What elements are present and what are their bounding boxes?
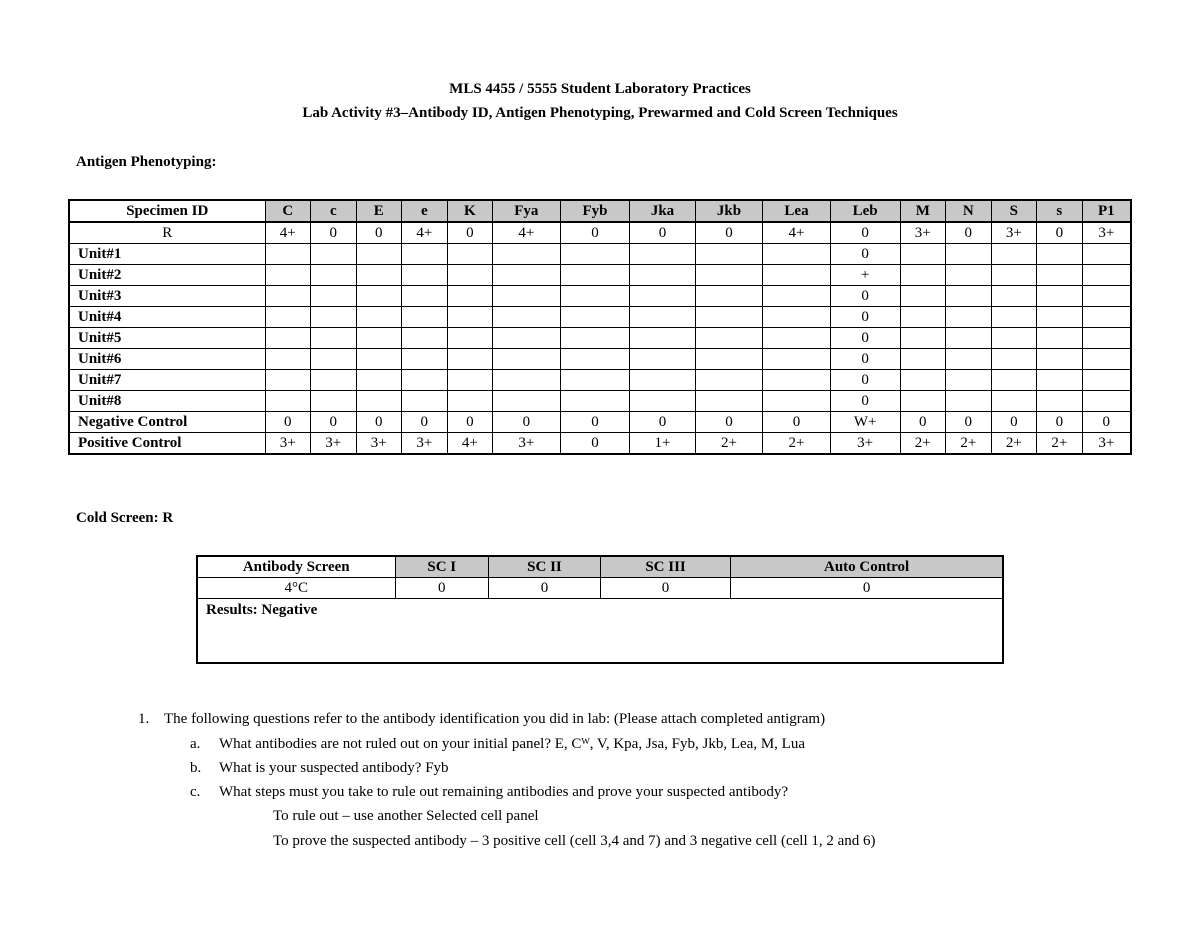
table-cell <box>265 286 311 307</box>
row-label: Unit#3 <box>69 286 265 307</box>
table-cell: 0 <box>560 433 630 455</box>
table-row <box>69 328 1131 349</box>
table-cell: 0 <box>830 286 900 307</box>
table-row <box>69 307 1131 328</box>
column-header-antigen: Lea <box>763 200 831 222</box>
table-cell <box>763 349 831 370</box>
results-cell: Results: Negative <box>197 599 1003 664</box>
row-label: 4°C <box>197 578 395 599</box>
table-cell: 3+ <box>311 433 357 455</box>
table-cell <box>493 286 561 307</box>
table-cell: 0 <box>630 412 695 433</box>
table-cell: 0 <box>991 412 1037 433</box>
table-cell: 2+ <box>1037 433 1083 455</box>
table-cell <box>402 307 448 328</box>
table-cell: 0 <box>1037 412 1083 433</box>
table-cell: 0 <box>311 412 357 433</box>
table-cell: 3+ <box>900 222 946 244</box>
table-cell: 0 <box>630 222 695 244</box>
table-cell: 0 <box>600 578 730 599</box>
table-cell <box>447 265 493 286</box>
column-header-antigen: e <box>402 200 448 222</box>
table-cell <box>763 286 831 307</box>
table-cell <box>560 307 630 328</box>
table-cell <box>356 286 402 307</box>
table-row <box>69 222 1131 244</box>
question-a-text: What antibodies are not ruled out on your initial panel? E, Cᵂ, V, Kpa, Jsa, Fyb, Jkb, Lea, M, Lua <box>219 736 805 752</box>
table-cell <box>763 328 831 349</box>
antigen-phenotyping-table <box>68 199 1132 455</box>
table-cell <box>630 370 695 391</box>
table-cell <box>695 244 763 265</box>
table-cell <box>946 370 992 391</box>
table-cell <box>311 286 357 307</box>
row-label: Unit#7 <box>69 370 265 391</box>
table-cell <box>695 265 763 286</box>
column-header-antigen: Jka <box>630 200 695 222</box>
table-cell <box>447 370 493 391</box>
table-cell: 2+ <box>991 433 1037 455</box>
column-header-antigen: N <box>946 200 992 222</box>
table-cell <box>311 265 357 286</box>
column-header: SC III <box>600 556 730 578</box>
table-cell <box>402 328 448 349</box>
table-cell: 0 <box>830 349 900 370</box>
table-cell: 0 <box>830 244 900 265</box>
table-cell <box>447 307 493 328</box>
question-letter-a: a. <box>190 736 201 752</box>
table-cell <box>695 307 763 328</box>
table-header-row <box>69 200 1131 222</box>
table-cell <box>1082 391 1131 412</box>
column-header-antigen: C <box>265 200 311 222</box>
table-cell <box>630 328 695 349</box>
table-cell <box>1037 265 1083 286</box>
table-cell: + <box>830 265 900 286</box>
column-header-antigen: K <box>447 200 493 222</box>
table-cell <box>560 244 630 265</box>
table-cell <box>356 391 402 412</box>
answer-c-line-2: To prove the suspected antibody – 3 positive cell (cell 3,4 and 7) and 3 negative cell (cell 1, 2 and 6) <box>273 833 876 849</box>
table-cell <box>1082 307 1131 328</box>
table-cell <box>493 391 561 412</box>
column-header-specimen-id: Specimen ID <box>69 200 265 222</box>
table-cell: 3+ <box>1082 222 1131 244</box>
column-header-antigen: Leb <box>830 200 900 222</box>
table-cell <box>991 265 1037 286</box>
table-cell <box>630 286 695 307</box>
table-cell <box>900 265 946 286</box>
table-cell: 0 <box>493 412 561 433</box>
table-cell: 0 <box>830 391 900 412</box>
table-cell <box>695 391 763 412</box>
table-cell: 0 <box>447 412 493 433</box>
table-cell <box>447 349 493 370</box>
table-cell <box>991 370 1037 391</box>
table-cell: 0 <box>900 412 946 433</box>
table-cell <box>1082 244 1131 265</box>
column-header: Auto Control <box>731 556 1003 578</box>
table-row <box>69 391 1131 412</box>
table-cell <box>630 244 695 265</box>
table-cell <box>991 349 1037 370</box>
table-cell: 0 <box>763 412 831 433</box>
table-cell: 0 <box>830 328 900 349</box>
table-cell <box>493 265 561 286</box>
column-header-antigen: Jkb <box>695 200 763 222</box>
table-cell <box>560 391 630 412</box>
table-cell <box>630 391 695 412</box>
table-cell: 0 <box>489 578 601 599</box>
table-cell <box>946 307 992 328</box>
table-row <box>197 578 1003 599</box>
table-cell: 4+ <box>265 222 311 244</box>
row-label: Negative Control <box>69 412 265 433</box>
table-cell <box>356 328 402 349</box>
column-header-antigen: S <box>991 200 1037 222</box>
table-cell: 3+ <box>991 222 1037 244</box>
table-cell <box>311 328 357 349</box>
table-cell <box>560 370 630 391</box>
column-header-antigen: E <box>356 200 402 222</box>
table-cell <box>946 391 992 412</box>
table-cell: 3+ <box>830 433 900 455</box>
table-cell: 0 <box>447 222 493 244</box>
table-cell <box>560 265 630 286</box>
column-header-antigen: P1 <box>1082 200 1131 222</box>
table-cell <box>1082 265 1131 286</box>
table-cell <box>447 328 493 349</box>
table-cell <box>763 370 831 391</box>
table-cell: 0 <box>395 578 489 599</box>
row-label: R <box>69 222 265 244</box>
table-cell: 3+ <box>402 433 448 455</box>
table-cell <box>1082 286 1131 307</box>
question-letter-b: b. <box>190 760 202 776</box>
table-cell: 4+ <box>763 222 831 244</box>
table-cell: 0 <box>265 412 311 433</box>
table-cell <box>311 244 357 265</box>
table-cell <box>1037 307 1083 328</box>
question-c-text: What steps must you take to rule out remaining antibodies and prove your suspected antibody? <box>219 784 789 800</box>
table-cell <box>695 349 763 370</box>
table-cell <box>695 286 763 307</box>
table-cell <box>311 349 357 370</box>
table-cell <box>900 328 946 349</box>
row-label: Unit#6 <box>69 349 265 370</box>
table-cell <box>356 265 402 286</box>
column-header-antigen: Fya <box>493 200 561 222</box>
table-cell <box>1037 370 1083 391</box>
table-cell <box>265 307 311 328</box>
column-header-antigen: c <box>311 200 357 222</box>
table-cell: 1+ <box>630 433 695 455</box>
table-cell <box>946 328 992 349</box>
table-cell: 0 <box>731 578 1003 599</box>
table-row <box>69 244 1131 265</box>
question-letter-c: c. <box>190 784 201 800</box>
table-cell <box>763 244 831 265</box>
table-cell: 0 <box>695 222 763 244</box>
table-cell <box>356 307 402 328</box>
table-cell <box>763 265 831 286</box>
table-cell <box>265 391 311 412</box>
table-cell <box>763 307 831 328</box>
table-cell: 4+ <box>402 222 448 244</box>
table-cell <box>900 349 946 370</box>
table-cell <box>946 286 992 307</box>
table-cell: 0 <box>356 412 402 433</box>
table-row <box>69 349 1131 370</box>
question-1-text: The following questions refer to the antibody identification you did in lab: (Please attach completed antigram) <box>164 711 826 727</box>
table-cell <box>265 370 311 391</box>
table-cell <box>402 244 448 265</box>
table-cell <box>630 349 695 370</box>
table-cell: 0 <box>356 222 402 244</box>
phenotyping-section-label: Antigen Phenotyping: <box>76 154 217 170</box>
row-label: Unit#8 <box>69 391 265 412</box>
table-header-row <box>197 556 1003 578</box>
table-cell <box>560 349 630 370</box>
question-b-text: What is your suspected antibody? Fyb <box>219 760 449 776</box>
table-cell <box>356 244 402 265</box>
table-cell <box>946 244 992 265</box>
table-cell <box>991 244 1037 265</box>
table-cell <box>1037 286 1083 307</box>
document-title: MLS 4455 / 5555 Student Laboratory Practices <box>449 81 751 97</box>
table-cell: 0 <box>560 222 630 244</box>
table-cell <box>402 349 448 370</box>
table-cell: 0 <box>695 412 763 433</box>
question-number: 1. <box>138 711 150 727</box>
table-cell <box>447 286 493 307</box>
table-cell <box>493 328 561 349</box>
table-cell <box>356 349 402 370</box>
table-cell <box>991 286 1037 307</box>
table-cell <box>493 244 561 265</box>
table-cell: 3+ <box>493 433 561 455</box>
table-cell <box>900 307 946 328</box>
row-label: Positive Control <box>69 433 265 455</box>
table-cell <box>311 391 357 412</box>
column-header: SC I <box>395 556 489 578</box>
table-cell <box>1082 370 1131 391</box>
table-cell <box>265 328 311 349</box>
table-cell <box>265 349 311 370</box>
table-cell <box>991 391 1037 412</box>
table-cell <box>946 349 992 370</box>
table-cell <box>1082 349 1131 370</box>
table-cell <box>763 391 831 412</box>
table-cell: 0 <box>830 222 900 244</box>
table-cell <box>946 265 992 286</box>
table-cell: W+ <box>830 412 900 433</box>
row-label: Unit#1 <box>69 244 265 265</box>
table-cell <box>630 307 695 328</box>
column-header-antigen: s <box>1037 200 1083 222</box>
table-cell: 2+ <box>763 433 831 455</box>
table-cell: 0 <box>560 412 630 433</box>
table-row <box>69 265 1131 286</box>
table-cell: 4+ <box>447 433 493 455</box>
table-cell: 0 <box>1037 222 1083 244</box>
table-cell <box>265 244 311 265</box>
table-cell: 0 <box>946 412 992 433</box>
table-cell <box>991 307 1037 328</box>
table-cell <box>493 349 561 370</box>
table-row <box>69 433 1131 455</box>
table-cell <box>1037 391 1083 412</box>
column-header: Antibody Screen <box>197 556 395 578</box>
table-cell: 0 <box>1082 412 1131 433</box>
table-cell: 0 <box>402 412 448 433</box>
cold-screen-section-label: Cold Screen: R <box>76 510 174 526</box>
table-cell <box>493 370 561 391</box>
table-cell <box>560 328 630 349</box>
table-cell: 3+ <box>356 433 402 455</box>
table-cell <box>402 391 448 412</box>
table-cell <box>311 370 357 391</box>
table-cell: 0 <box>946 222 992 244</box>
table-cell <box>1082 328 1131 349</box>
cold-screen-table <box>196 555 1004 664</box>
table-cell <box>695 370 763 391</box>
table-cell <box>447 244 493 265</box>
table-cell <box>900 286 946 307</box>
table-row <box>69 412 1131 433</box>
answer-c-line-1: To rule out – use another Selected cell panel <box>273 808 539 824</box>
table-cell <box>1037 244 1083 265</box>
column-header-antigen: M <box>900 200 946 222</box>
table-row <box>69 370 1131 391</box>
table-cell: 3+ <box>1082 433 1131 455</box>
document-subtitle: Lab Activity #3–Antibody ID, Antigen Phenotyping, Prewarmed and Cold Screen Techniques <box>302 105 898 121</box>
table-cell: 4+ <box>493 222 561 244</box>
table-cell <box>900 244 946 265</box>
row-label: Unit#5 <box>69 328 265 349</box>
table-cell: 0 <box>830 307 900 328</box>
table-cell <box>560 286 630 307</box>
table-cell: 0 <box>830 370 900 391</box>
table-cell <box>900 391 946 412</box>
column-header: SC II <box>489 556 601 578</box>
table-cell: 2+ <box>946 433 992 455</box>
row-label: Unit#2 <box>69 265 265 286</box>
table-cell <box>356 370 402 391</box>
table-cell: 2+ <box>900 433 946 455</box>
table-row <box>69 286 1131 307</box>
table-cell <box>402 370 448 391</box>
table-cell: 3+ <box>265 433 311 455</box>
table-cell <box>630 265 695 286</box>
table-cell <box>695 328 763 349</box>
table-cell <box>493 307 561 328</box>
row-label: Unit#4 <box>69 307 265 328</box>
column-header-antigen: Fyb <box>560 200 630 222</box>
table-cell <box>265 265 311 286</box>
table-cell <box>402 265 448 286</box>
table-cell: 0 <box>311 222 357 244</box>
table-cell <box>900 370 946 391</box>
table-cell <box>447 391 493 412</box>
table-cell: 2+ <box>695 433 763 455</box>
table-cell <box>311 307 357 328</box>
table-cell <box>402 286 448 307</box>
table-cell <box>1037 349 1083 370</box>
table-cell <box>991 328 1037 349</box>
table-cell <box>1037 328 1083 349</box>
